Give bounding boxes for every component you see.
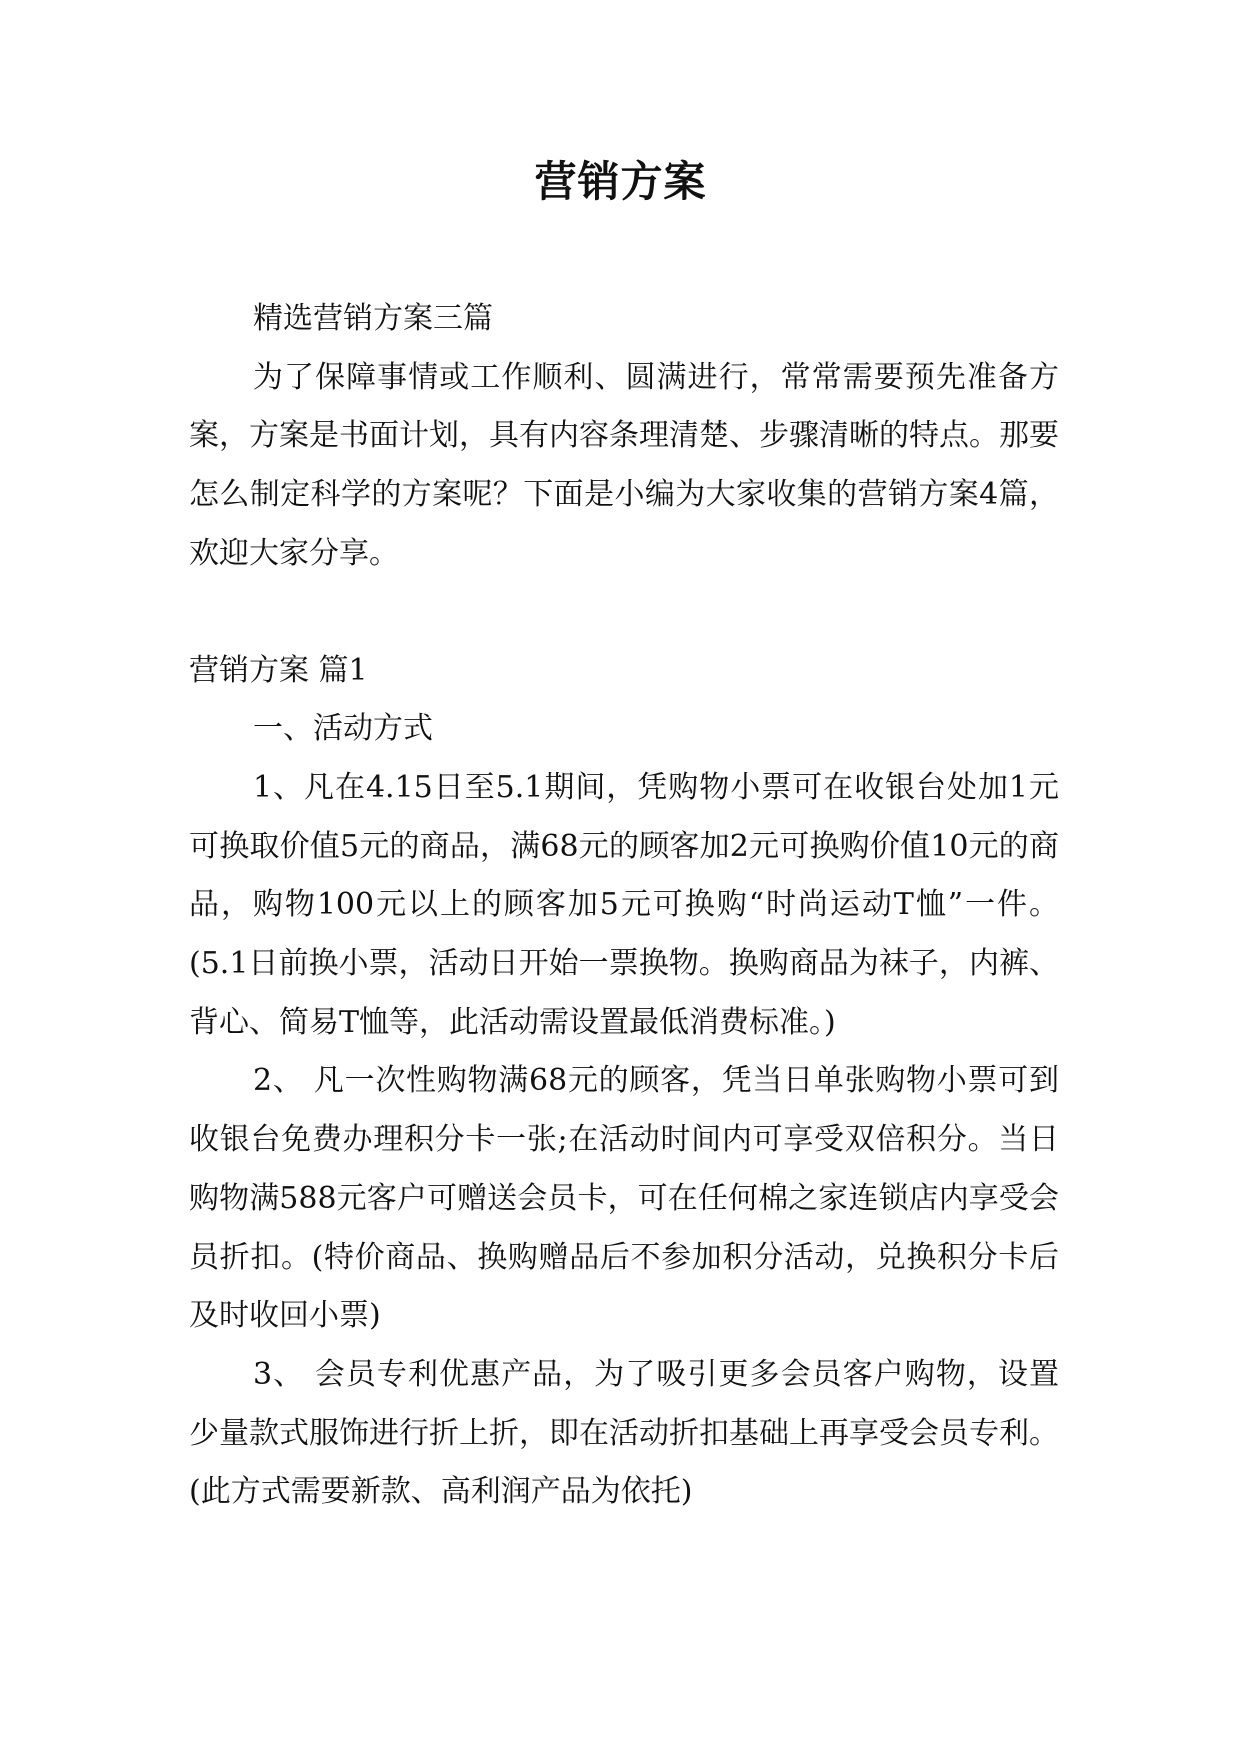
item-paragraph-1: 1、凡在4.15日至5.1期间，凭购物小票可在收银台处加1元可换取价值5元的商品，满68元的顾客加2元可换购价值10元的商品，购物100元以上的顾客加5元可换购“时尚运动T恤”一件。(5.1日前换小票，活动日开始一票换物。换购商品为袜子，内裤、背心、简易T恤等，此活动需设置最低消费标准。) <box>189 769 1059 1040</box>
document-body <box>189 290 1059 1522</box>
document-title: 营销方案 <box>534 157 707 206</box>
item-paragraph-2: 2、 凡一次性购物满68元的顾客，凭当日单张购物小票可到收银台免费办理积分卡一张;在活动时间内可享受双倍积分。当日购物满588元客户可赠送会员卡，可在任何棉之家连锁店内享受会员折扣。(特价商品、换购赠品后不参加积分活动，兑换积分卡后及时收回小票) <box>189 1063 1059 1334</box>
subtitle-paragraph: 精选营销方案三篇 <box>253 301 493 336</box>
section-heading: 营销方案 篇1 <box>189 652 368 688</box>
item-paragraph-3: 3、 会员专利优惠产品，为了吸引更多会员客户购物，设置少量款式服饰进行折上折，即在活动折扣基础上再享受会员专利。(此方式需要新款、高利润产品为依托) <box>189 1356 1059 1510</box>
intro-paragraph: 为了保障事情或工作顺利、圆满进行，常常需要预先准备方案，方案是书面计划，具有内容条理清楚、步骤清晰的特点。那要怎么制定科学的方案呢？下面是小编为大家收集的营销方案4篇，欢迎大家分享。 <box>189 359 1059 571</box>
part-heading: 一、活动方式 <box>253 711 433 747</box>
